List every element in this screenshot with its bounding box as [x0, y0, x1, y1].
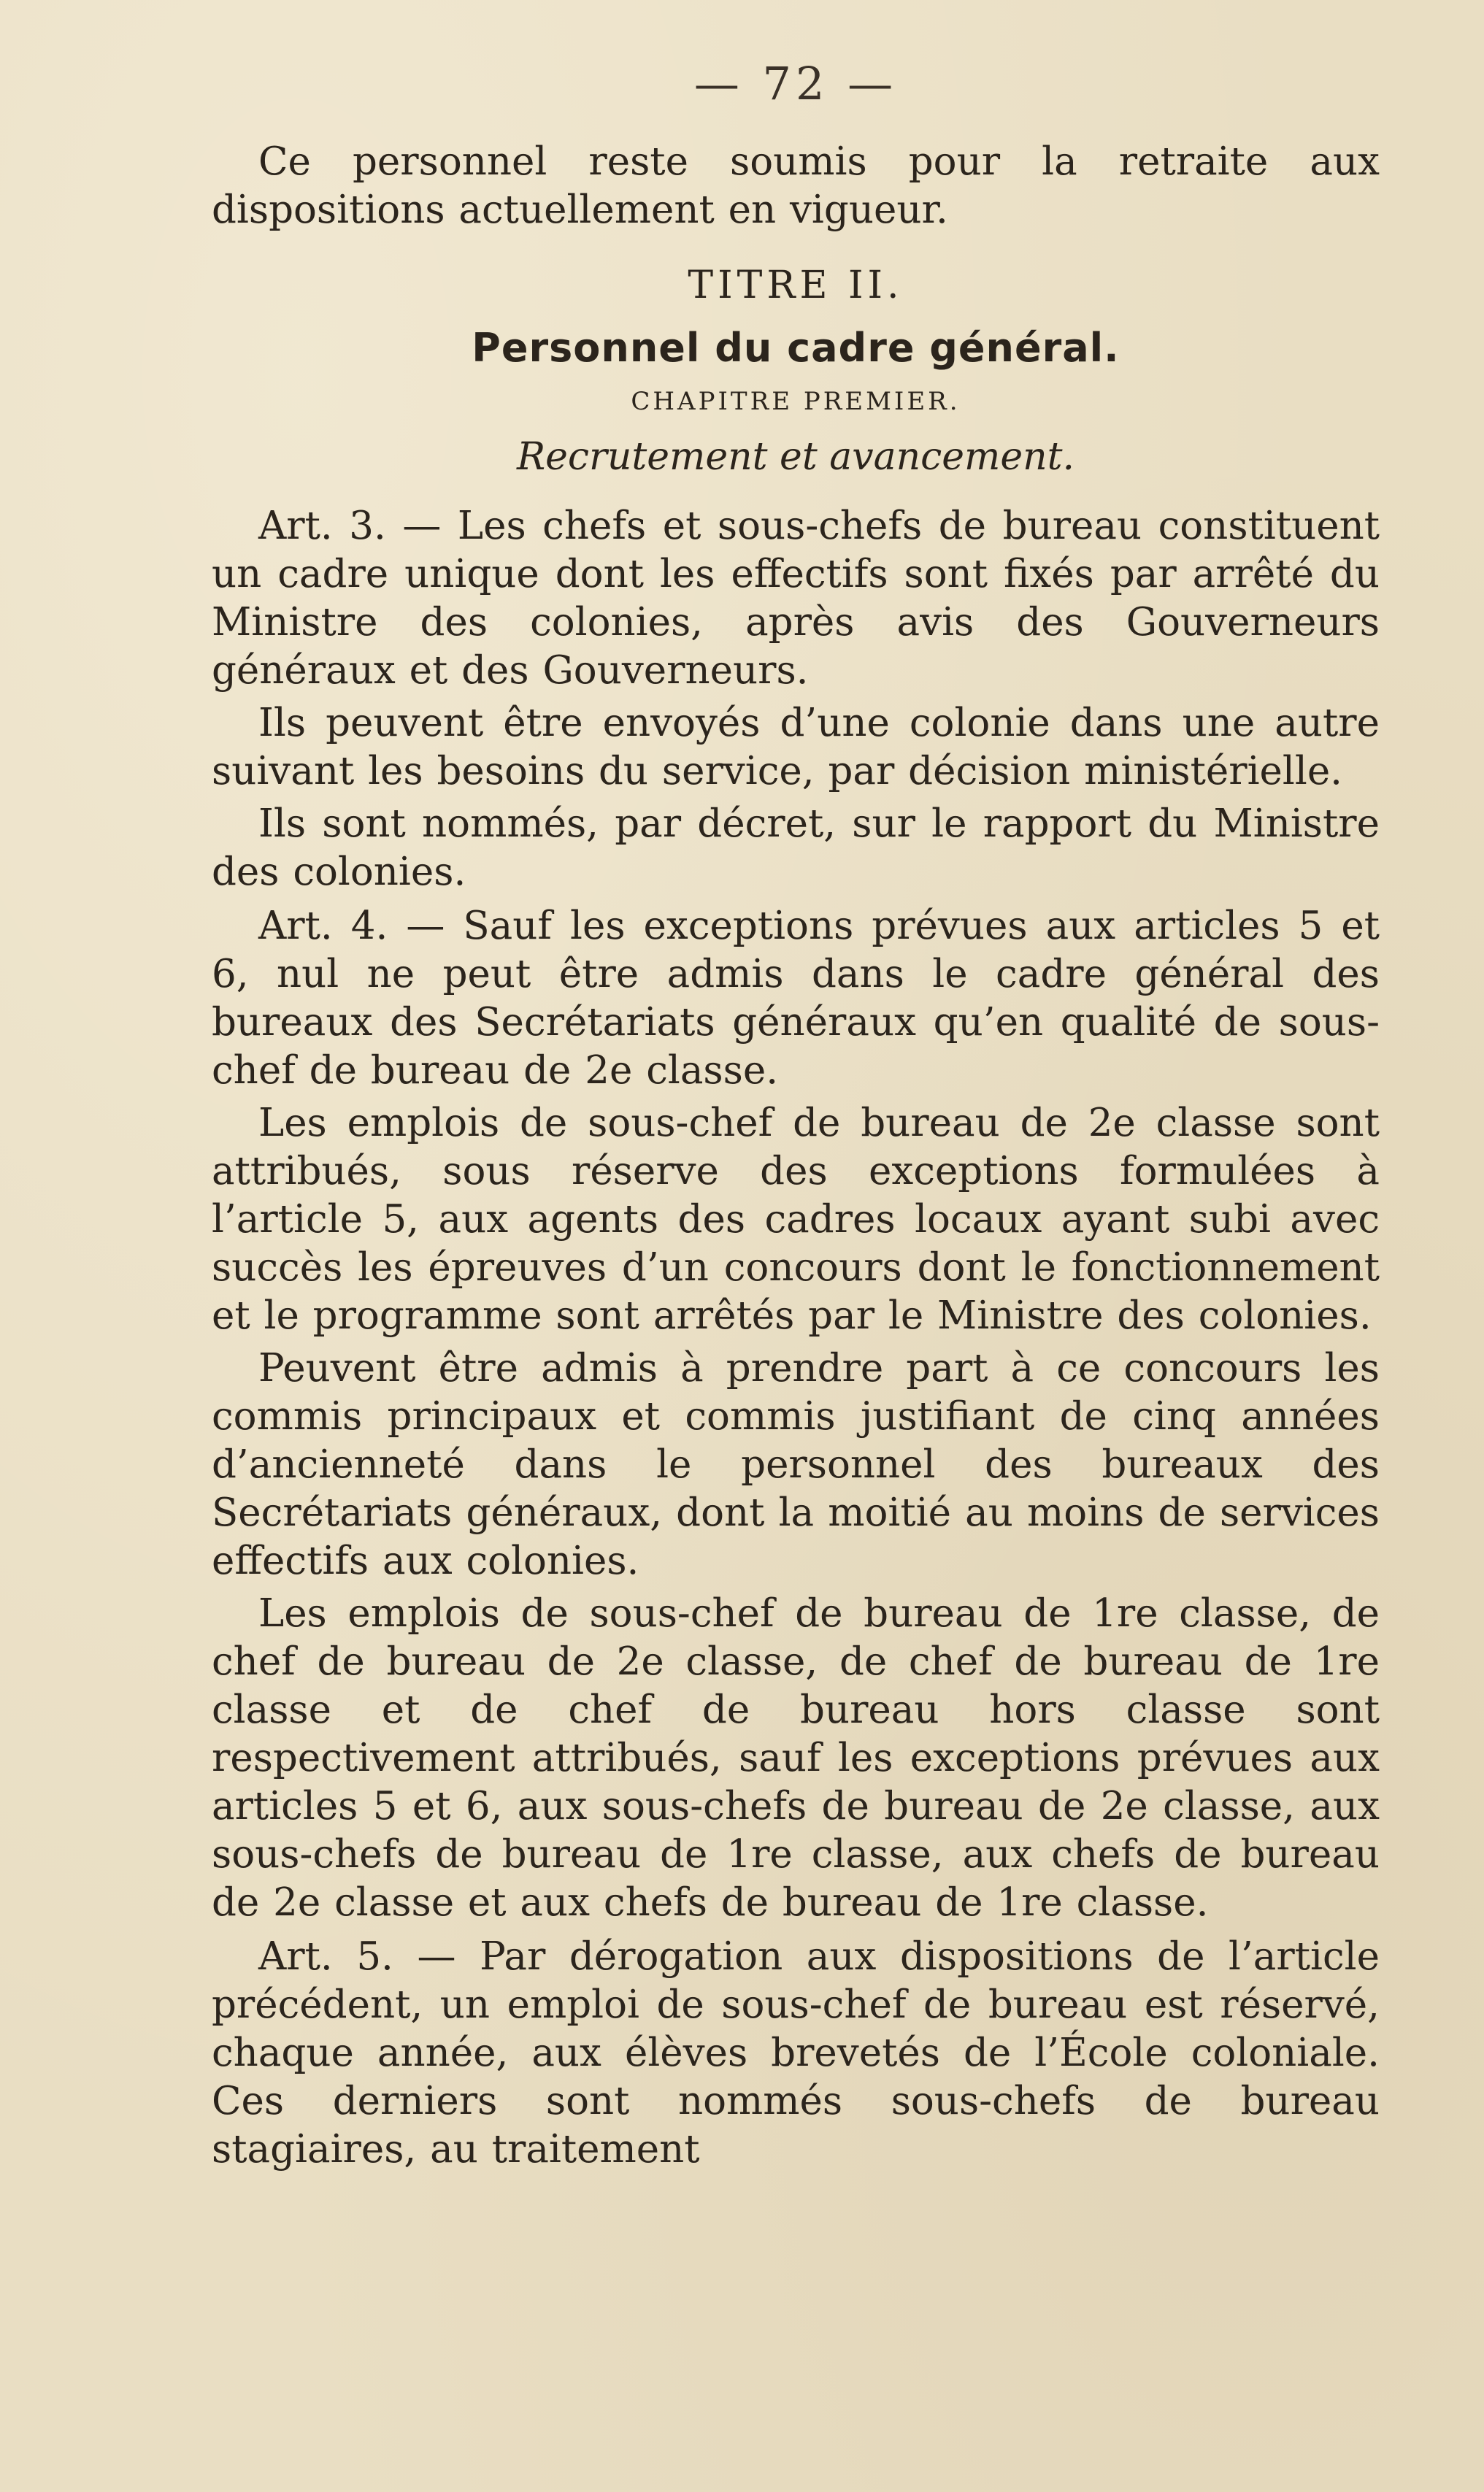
article-3-paragraph-1: Art. 3. — Les chefs et sous-chefs de bureau constituent un cadre unique dont les effectifs sont fixés par arrêté du Ministre des colonies, après avis des Gouverneurs généraux et des Gouverneurs.: [212, 504, 1380, 693]
article-5-paragraph-1: Art. 5. — Par dérogation aux dispositions de l’article précédent, un emploi de sous-chef de bureau est réservé, chaque année, aux élèves brevetés de l’École coloniale. Ces derniers sont nommés sous-chefs de bureau stagiaires, au traitement: [212, 1934, 1380, 2172]
article-4-paragraph-2: Les emplois de sous-chef de bureau de 2e classe sont attribués, sous réserve des exceptions formulées à l’article 5, aux agents des cadres locaux ayant subi avec succès les épreuves d’un concours dont le fonctionnement et le programme sont arrêtés par le Ministre des colonies.: [212, 1101, 1380, 1338]
chapter-subtitle: Recrutement et avancement.: [516, 435, 1075, 479]
article-4-paragraph-4: Les emplois de sous-chef de bureau de 1re classe, de chef de bureau de 2e classe, de chef de bureau de 1re classe et de chef de bureau hors classe sont respectivement attribués, sauf les exceptions prévues aux articles 5 et 6, aux sous-chefs de bureau de 2e classe, aux sous-chefs de bureau de 1re classe, aux chefs de bureau de 2e classe et aux chefs de bureau de 1re classe.: [212, 1591, 1380, 1925]
chapter-heading: CHAPITRE PREMIER.: [631, 387, 961, 416]
page-number: — 72 —: [693, 57, 898, 110]
article-3-paragraph-3: Ils sont nommés, par décret, sur le rapport du Ministre des colonies.: [212, 801, 1380, 894]
article-3: [212, 502, 1380, 896]
titre-heading: TITRE II.: [688, 264, 904, 307]
article-4-paragraph-3: Peuvent être admis à prendre part à ce concours les commis principaux et commis justifiant de cinq années d’ancienneté dans le personnel des bureaux des Secrétariats généraux, dont la moitié au moins de services effectifs aux colonies.: [212, 1346, 1380, 1583]
article-4: [212, 902, 1380, 1927]
section-title: Personnel du cadre général.: [472, 325, 1120, 371]
document-page: [212, 44, 1380, 2474]
article-5: [212, 1933, 1380, 2174]
article-4-paragraph-1: Art. 4. — Sauf les exceptions prévues aux articles 5 et 6, nul ne peut être admis dans le cadre général des bureaux des Secrétariats généraux qu’en qualité de sous-chef de bureau de 2e classe.: [212, 904, 1380, 1093]
article-3-paragraph-2: Ils peuvent être envoyés d’une colonie dans une autre suivant les besoins du service, par décision ministérielle.: [212, 701, 1380, 793]
intro-paragraph: Ce personnel reste soumis pour la retraite aux dispositions actuellement en vigueur.: [212, 139, 1380, 232]
